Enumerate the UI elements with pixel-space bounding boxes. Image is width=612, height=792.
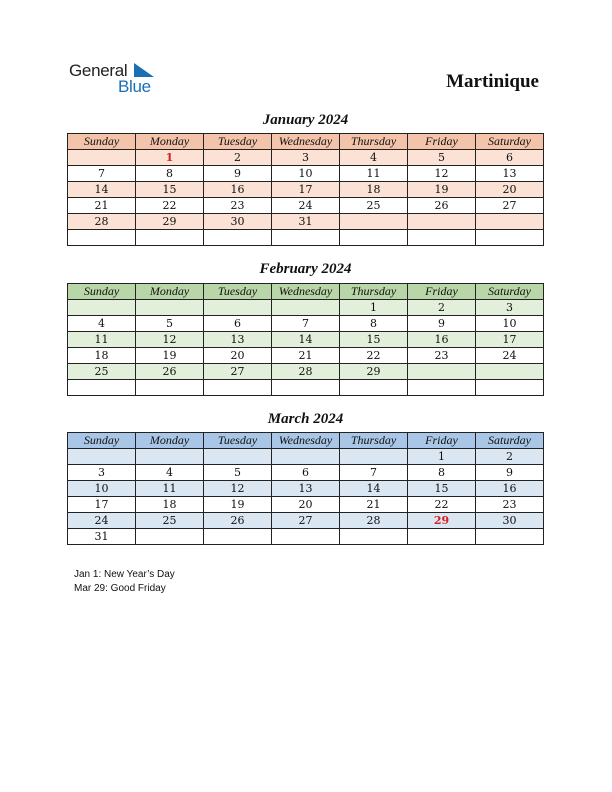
day-cell bbox=[204, 300, 272, 316]
day-cell bbox=[476, 214, 544, 230]
week-row bbox=[68, 348, 544, 364]
day-cell: 17 bbox=[68, 497, 136, 513]
day-cell bbox=[272, 449, 340, 465]
day-cell: 25 bbox=[340, 198, 408, 214]
day-cell bbox=[136, 300, 204, 316]
day-cell: 26 bbox=[408, 198, 476, 214]
week-row bbox=[68, 300, 544, 316]
day-cell: 10 bbox=[476, 316, 544, 332]
day-cell: 16 bbox=[408, 332, 476, 348]
day-cell: 2 bbox=[204, 150, 272, 166]
day-cell: 24 bbox=[272, 198, 340, 214]
day-cell bbox=[272, 230, 340, 246]
day-cell: 12 bbox=[136, 332, 204, 348]
weekday-header-row bbox=[68, 433, 544, 449]
day-cell: 22 bbox=[408, 497, 476, 513]
week-row bbox=[68, 332, 544, 348]
day-cell: 28 bbox=[272, 364, 340, 380]
logo-word-general: General bbox=[69, 61, 128, 80]
day-cell: 19 bbox=[136, 348, 204, 364]
day-cell: 18 bbox=[340, 182, 408, 198]
weekday-header: Wednesday bbox=[272, 134, 340, 150]
day-cell bbox=[408, 529, 476, 545]
day-cell: 20 bbox=[272, 497, 340, 513]
day-cell: 11 bbox=[68, 332, 136, 348]
week-row bbox=[68, 182, 544, 198]
day-cell bbox=[204, 449, 272, 465]
weekday-header: Saturday bbox=[476, 284, 544, 300]
day-cell: 23 bbox=[408, 348, 476, 364]
day-cell: 19 bbox=[408, 182, 476, 198]
weekday-header: Sunday bbox=[68, 433, 136, 449]
day-cell bbox=[340, 449, 408, 465]
month-calendar-table bbox=[67, 432, 544, 545]
day-cell: 6 bbox=[204, 316, 272, 332]
month-title: March 2024 bbox=[267, 411, 344, 427]
month-title: February 2024 bbox=[259, 261, 352, 277]
day-cell: 10 bbox=[68, 481, 136, 497]
day-cell bbox=[68, 300, 136, 316]
holiday-day-cell: 1 bbox=[136, 150, 204, 166]
day-cell: 1 bbox=[340, 300, 408, 316]
day-cell: 18 bbox=[136, 497, 204, 513]
day-cell: 3 bbox=[272, 150, 340, 166]
day-cell bbox=[136, 230, 204, 246]
weekday-header: Thursday bbox=[340, 433, 408, 449]
week-row bbox=[68, 166, 544, 182]
day-cell bbox=[68, 230, 136, 246]
holiday-note: Mar 29: Good Friday bbox=[74, 582, 166, 594]
day-cell: 27 bbox=[476, 198, 544, 214]
day-cell: 30 bbox=[204, 214, 272, 230]
day-cell: 11 bbox=[136, 481, 204, 497]
day-cell: 29 bbox=[136, 214, 204, 230]
day-cell: 11 bbox=[340, 166, 408, 182]
day-cell: 20 bbox=[204, 348, 272, 364]
logo-word-blue: Blue bbox=[118, 77, 151, 96]
day-cell bbox=[476, 230, 544, 246]
day-cell bbox=[272, 300, 340, 316]
day-cell: 8 bbox=[408, 465, 476, 481]
day-cell: 24 bbox=[476, 348, 544, 364]
logo bbox=[69, 61, 169, 97]
day-cell bbox=[340, 529, 408, 545]
week-row bbox=[68, 529, 544, 545]
day-cell: 25 bbox=[136, 513, 204, 529]
day-cell: 9 bbox=[408, 316, 476, 332]
day-cell bbox=[136, 380, 204, 396]
day-cell bbox=[476, 364, 544, 380]
day-cell: 12 bbox=[408, 166, 476, 182]
day-cell: 13 bbox=[272, 481, 340, 497]
day-cell bbox=[476, 380, 544, 396]
day-cell: 28 bbox=[340, 513, 408, 529]
weekday-header: Tuesday bbox=[204, 433, 272, 449]
weekday-header: Monday bbox=[136, 284, 204, 300]
day-cell: 19 bbox=[204, 497, 272, 513]
day-cell: 4 bbox=[136, 465, 204, 481]
day-cell: 16 bbox=[204, 182, 272, 198]
week-row bbox=[68, 481, 544, 497]
day-cell: 7 bbox=[68, 166, 136, 182]
month-calendar-table bbox=[67, 133, 544, 246]
weekday-header: Friday bbox=[408, 284, 476, 300]
day-cell: 20 bbox=[476, 182, 544, 198]
day-cell bbox=[408, 230, 476, 246]
day-cell: 17 bbox=[272, 182, 340, 198]
week-row bbox=[68, 380, 544, 396]
week-row bbox=[68, 465, 544, 481]
day-cell bbox=[68, 380, 136, 396]
weekday-header: Thursday bbox=[340, 134, 408, 150]
weekday-header: Sunday bbox=[68, 134, 136, 150]
day-cell bbox=[408, 214, 476, 230]
weekday-header: Saturday bbox=[476, 433, 544, 449]
day-cell: 6 bbox=[272, 465, 340, 481]
day-cell: 27 bbox=[272, 513, 340, 529]
day-cell bbox=[136, 529, 204, 545]
day-cell: 15 bbox=[340, 332, 408, 348]
day-cell bbox=[204, 230, 272, 246]
day-cell: 3 bbox=[68, 465, 136, 481]
day-cell: 25 bbox=[68, 364, 136, 380]
month-calendar-table bbox=[67, 283, 544, 396]
day-cell: 2 bbox=[476, 449, 544, 465]
day-cell: 26 bbox=[136, 364, 204, 380]
logo-flag-icon bbox=[134, 63, 154, 77]
day-cell: 4 bbox=[340, 150, 408, 166]
day-cell: 30 bbox=[476, 513, 544, 529]
day-cell: 22 bbox=[136, 198, 204, 214]
day-cell: 8 bbox=[340, 316, 408, 332]
holiday-day-cell: 29 bbox=[408, 513, 476, 529]
day-cell: 5 bbox=[408, 150, 476, 166]
week-row bbox=[68, 497, 544, 513]
day-cell: 9 bbox=[204, 166, 272, 182]
week-row bbox=[68, 230, 544, 246]
weekday-header: Tuesday bbox=[204, 134, 272, 150]
day-cell: 10 bbox=[272, 166, 340, 182]
day-cell: 21 bbox=[68, 198, 136, 214]
day-cell: 21 bbox=[272, 348, 340, 364]
day-cell: 9 bbox=[476, 465, 544, 481]
day-cell bbox=[136, 449, 204, 465]
day-cell: 24 bbox=[68, 513, 136, 529]
day-cell bbox=[340, 230, 408, 246]
weekday-header-row bbox=[68, 284, 544, 300]
day-cell: 21 bbox=[340, 497, 408, 513]
day-cell bbox=[204, 529, 272, 545]
day-cell bbox=[408, 364, 476, 380]
day-cell: 7 bbox=[272, 316, 340, 332]
day-cell: 6 bbox=[476, 150, 544, 166]
day-cell: 26 bbox=[204, 513, 272, 529]
day-cell bbox=[68, 449, 136, 465]
weekday-header: Monday bbox=[136, 134, 204, 150]
day-cell: 18 bbox=[68, 348, 136, 364]
day-cell: 4 bbox=[68, 316, 136, 332]
day-cell: 5 bbox=[204, 465, 272, 481]
day-cell: 23 bbox=[476, 497, 544, 513]
holiday-notes bbox=[74, 568, 175, 595]
day-cell: 27 bbox=[204, 364, 272, 380]
day-cell bbox=[476, 529, 544, 545]
day-cell: 15 bbox=[408, 481, 476, 497]
day-cell: 2 bbox=[408, 300, 476, 316]
day-cell: 28 bbox=[68, 214, 136, 230]
day-cell: 14 bbox=[340, 481, 408, 497]
weekday-header: Tuesday bbox=[204, 284, 272, 300]
day-cell: 31 bbox=[68, 529, 136, 545]
day-cell: 12 bbox=[204, 481, 272, 497]
day-cell: 23 bbox=[204, 198, 272, 214]
week-row bbox=[68, 449, 544, 465]
day-cell bbox=[272, 529, 340, 545]
day-cell: 16 bbox=[476, 481, 544, 497]
day-cell bbox=[340, 380, 408, 396]
day-cell: 5 bbox=[136, 316, 204, 332]
weekday-header: Wednesday bbox=[272, 284, 340, 300]
day-cell: 15 bbox=[136, 182, 204, 198]
day-cell bbox=[272, 380, 340, 396]
month-title: January 2024 bbox=[262, 112, 349, 128]
weekday-header: Friday bbox=[408, 433, 476, 449]
day-cell: 17 bbox=[476, 332, 544, 348]
weekday-header: Friday bbox=[408, 134, 476, 150]
day-cell: 13 bbox=[204, 332, 272, 348]
day-cell: 7 bbox=[340, 465, 408, 481]
weekday-header: Saturday bbox=[476, 134, 544, 150]
day-cell: 14 bbox=[272, 332, 340, 348]
day-cell: 3 bbox=[476, 300, 544, 316]
week-row bbox=[68, 214, 544, 230]
day-cell bbox=[408, 380, 476, 396]
day-cell bbox=[204, 380, 272, 396]
week-row bbox=[68, 316, 544, 332]
day-cell: 22 bbox=[340, 348, 408, 364]
country-title: Martinique bbox=[446, 71, 539, 92]
weekday-header: Wednesday bbox=[272, 433, 340, 449]
week-row bbox=[68, 513, 544, 529]
week-row bbox=[68, 364, 544, 380]
day-cell: 31 bbox=[272, 214, 340, 230]
day-cell: 13 bbox=[476, 166, 544, 182]
day-cell bbox=[68, 150, 136, 166]
weekday-header-row bbox=[68, 134, 544, 150]
day-cell: 8 bbox=[136, 166, 204, 182]
week-row bbox=[68, 198, 544, 214]
day-cell: 29 bbox=[340, 364, 408, 380]
week-row bbox=[68, 150, 544, 166]
day-cell: 1 bbox=[408, 449, 476, 465]
day-cell: 14 bbox=[68, 182, 136, 198]
weekday-header: Thursday bbox=[340, 284, 408, 300]
day-cell bbox=[340, 214, 408, 230]
weekday-header: Monday bbox=[136, 433, 204, 449]
weekday-header: Sunday bbox=[68, 284, 136, 300]
holiday-note: Jan 1: New Year’s Day bbox=[74, 569, 175, 580]
